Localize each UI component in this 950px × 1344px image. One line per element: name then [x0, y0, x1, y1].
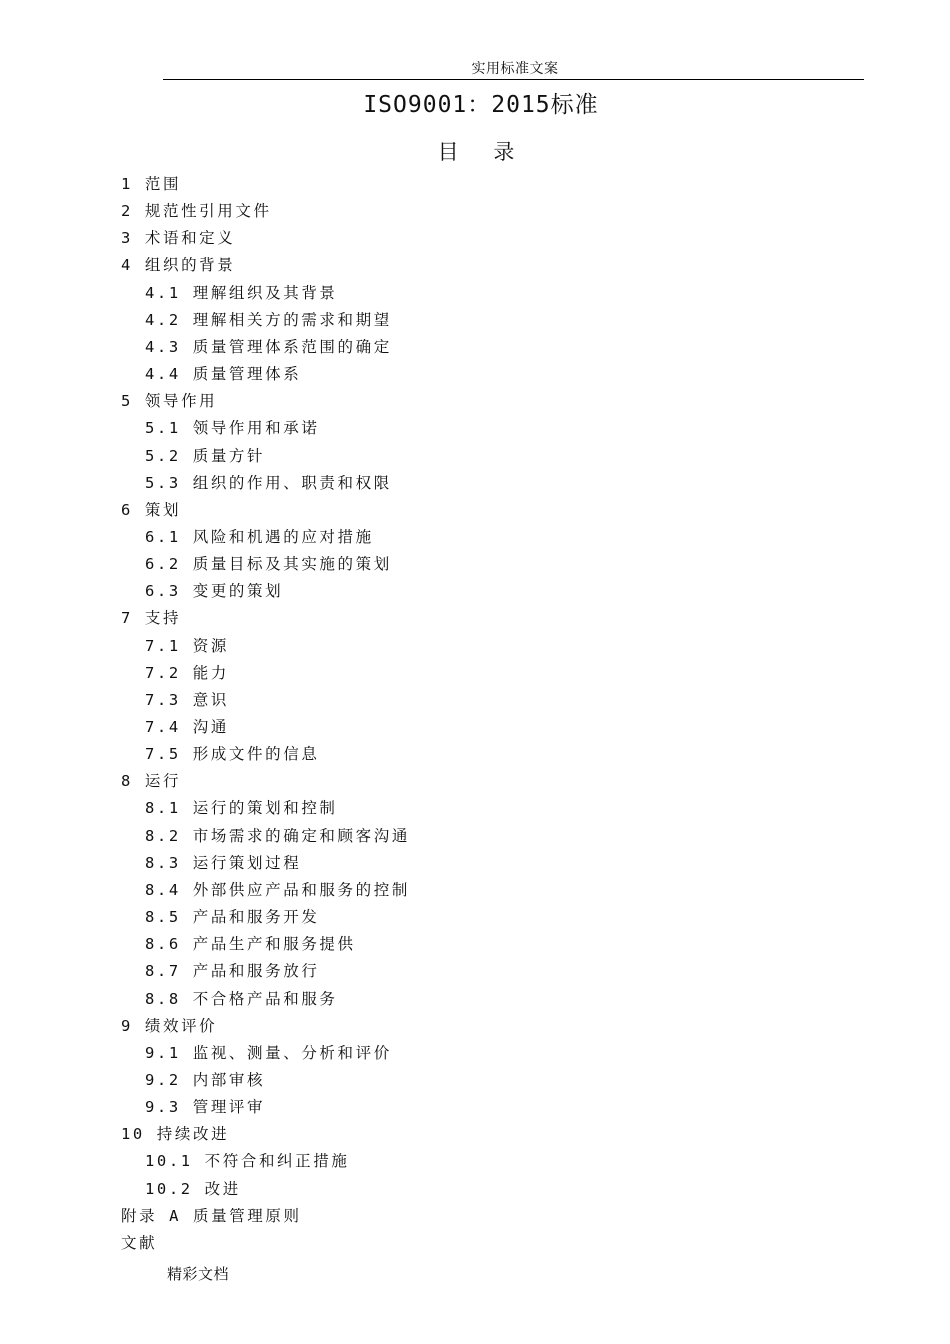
toc-section-entry[interactable]: 6 策划 [121, 500, 182, 519]
toc-subsection-entry[interactable]: 8.6 产品生产和服务提供 [145, 935, 356, 954]
toc-subsection-entry[interactable]: 7.5 形成文件的信息 [145, 745, 320, 764]
toc-subsection-entry[interactable]: 7.2 能力 [145, 663, 229, 682]
toc-subsection-entry[interactable]: 8.4 外部供应产品和服务的控制 [145, 880, 410, 899]
toc-subsection-entry[interactable]: 8.2 市场需求的确定和顾客沟通 [145, 826, 410, 845]
toc-section-entry[interactable]: 7 支持 [121, 609, 182, 628]
toc-section-entry[interactable]: 5 领导作用 [121, 392, 218, 411]
toc-subsection-entry[interactable]: 5.3 组织的作用、职责和权限 [145, 473, 392, 492]
header-divider [163, 79, 864, 80]
toc-subsection-entry[interactable]: 10.2 改进 [145, 1179, 241, 1198]
toc-subsection-entry[interactable]: 5.1 领导作用和承诺 [145, 419, 320, 438]
toc-section-entry[interactable]: 8 运行 [121, 772, 182, 791]
toc-section-entry[interactable]: 3 术语和定义 [121, 229, 236, 248]
toc-subsection-entry[interactable]: 9.1 监视、测量、分析和评价 [145, 1043, 392, 1062]
toc-section-entry[interactable]: 1 范围 [121, 175, 182, 193]
toc-subsection-entry[interactable]: 8.3 运行策划过程 [145, 853, 302, 872]
toc-subsection-entry[interactable]: 4.3 质量管理体系范围的确定 [145, 337, 392, 356]
toc-subsection-entry[interactable]: 9.2 内部审核 [145, 1070, 266, 1089]
page-header-text: 实用标准文案 [471, 61, 559, 77]
toc-section-entry[interactable]: 附录 A 质量管理原则 [121, 1206, 302, 1225]
toc-subsection-entry[interactable]: 6.1 风险和机遇的应对措施 [145, 527, 374, 546]
toc-subsection-entry[interactable]: 7.1 资源 [145, 636, 229, 655]
toc-subsection-entry[interactable]: 10.1 不符合和纠正措施 [145, 1152, 350, 1171]
toc-subsection-entry[interactable]: 7.4 沟通 [145, 718, 229, 736]
page-footer-text: 精彩文档 [167, 1265, 230, 1283]
toc-section-entry[interactable]: 9 绩效评价 [121, 1016, 218, 1035]
toc-subsection-entry[interactable]: 6.2 质量目标及其实施的策划 [145, 555, 392, 574]
toc-section-entry[interactable]: 2 规范性引用文件 [121, 202, 272, 221]
toc-subsection-entry[interactable]: 5.2 质量方针 [145, 446, 266, 465]
toc-subsection-entry[interactable]: 8.1 运行的策划和控制 [145, 799, 338, 818]
toc-subsection-entry[interactable]: 8.5 产品和服务开发 [145, 908, 320, 927]
toc-section-entry[interactable]: 10 持续改进 [121, 1125, 230, 1144]
toc-subsection-entry[interactable]: 6.3 变更的策划 [145, 582, 284, 601]
toc-subsection-entry[interactable]: 8.8 不合格产品和服务 [145, 989, 338, 1008]
toc-subsection-entry[interactable]: 8.7 产品和服务放行 [145, 962, 320, 981]
toc-subsection-entry[interactable]: 4.2 理解相关方的需求和期望 [145, 310, 392, 329]
toc-section-entry[interactable]: 4 组织的背景 [121, 256, 236, 275]
toc-subsection-entry[interactable]: 4.1 理解组织及其背景 [145, 283, 338, 302]
toc-heading: 目 录 [437, 140, 529, 164]
toc-section-entry[interactable]: 文献 [121, 1233, 158, 1252]
toc-subsection-entry[interactable]: 7.3 意识 [145, 690, 229, 709]
toc-subsection-entry[interactable]: 4.4 质量管理体系 [145, 365, 302, 384]
document-title: ISO9001：2015标准 [363, 92, 599, 118]
toc-subsection-entry[interactable]: 9.3 管理评审 [145, 1098, 266, 1117]
